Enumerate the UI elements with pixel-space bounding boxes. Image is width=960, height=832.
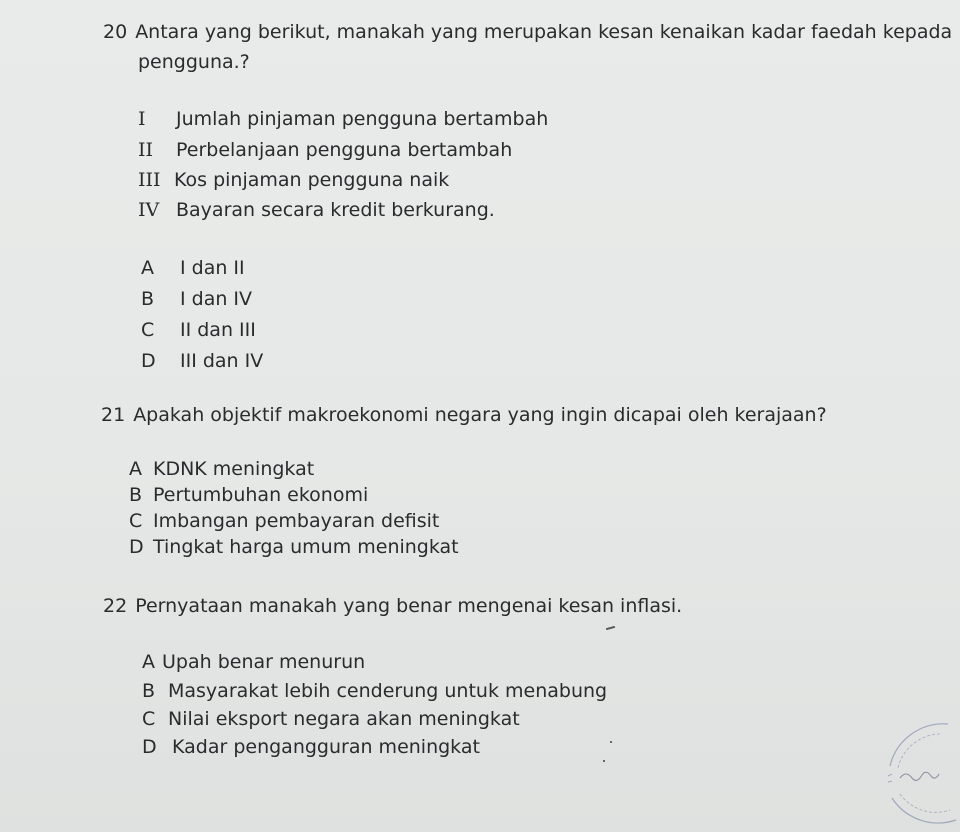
option-letter: C <box>141 319 155 341</box>
option-text: Masyarakat lebih cenderung untuk menabung <box>168 680 608 702</box>
q20-statement-1 <box>138 108 548 130</box>
option-letter: B <box>129 484 143 506</box>
q20-line2 <box>138 51 250 73</box>
q22-option-b[interactable] <box>142 680 607 702</box>
q21-line <box>101 404 827 426</box>
option-letter: D <box>129 536 144 558</box>
q20-line1 <box>103 21 952 43</box>
q22-number: 22 <box>103 595 128 617</box>
option-letter: C <box>129 510 143 532</box>
q20-option-b[interactable] <box>141 288 252 310</box>
option-letter: D <box>142 736 157 758</box>
q20-text-line1: Antara yang berikut, manakah yang merupakan kesan kenaikan kadar faedah kepada <box>135 21 953 43</box>
q22-text: Pernyataan manakah yang benar mengenai kesan inflasi. <box>135 595 683 617</box>
option-text: II dan III <box>180 319 256 341</box>
option-text: Upah benar menurun <box>162 651 366 673</box>
option-letter: B <box>141 288 155 310</box>
option-text: KDNK meningkat <box>153 458 315 480</box>
q20-statement-4 <box>138 199 495 221</box>
statement-text: Jumlah pinjaman pengguna bertambah <box>176 108 549 130</box>
dot-mark <box>610 741 612 743</box>
option-text: I dan II <box>180 257 245 279</box>
statement-numeral: IV <box>138 199 160 221</box>
q21-option-b[interactable] <box>129 484 368 506</box>
dot-mark <box>603 760 605 762</box>
q21-text: Apakah objektif makroekonomi negara yang ingin dicapai oleh kerajaan? <box>133 404 827 426</box>
q22-line <box>103 595 682 617</box>
q21-option-a[interactable] <box>129 458 314 480</box>
option-text: Nilai eksport negara akan meningkat <box>168 708 520 730</box>
statement-text: Kos pinjaman pengguna naik <box>174 169 450 191</box>
q20-option-d[interactable] <box>141 350 263 372</box>
statement-text: Bayaran secara kredit berkurang. <box>176 199 495 221</box>
q21-number: 21 <box>101 404 126 426</box>
pen-mark <box>606 626 615 630</box>
option-text: Imbangan pembayaran defisit <box>153 510 440 532</box>
option-letter: A <box>141 257 154 279</box>
statement-numeral: II <box>138 139 154 161</box>
option-letter: B <box>142 680 156 702</box>
q20-statement-3 <box>138 169 449 191</box>
option-letter: A <box>129 458 142 480</box>
option-text: III dan IV <box>180 350 264 372</box>
q22-option-a[interactable] <box>142 651 365 673</box>
option-letter: A <box>142 651 155 673</box>
q20-text-line2: pengguna.? <box>138 51 250 73</box>
option-text: Tingkat harga umum meningkat <box>153 536 459 558</box>
q21-option-d[interactable] <box>129 536 459 558</box>
q21-option-c[interactable] <box>129 510 439 532</box>
option-letter: C <box>142 708 156 730</box>
q20-statement-2 <box>138 139 512 161</box>
school-stamp-icon <box>878 716 960 826</box>
q20-number: 20 <box>103 21 128 43</box>
q22-option-d[interactable] <box>142 736 480 758</box>
option-letter: D <box>141 350 156 372</box>
option-text: I dan IV <box>180 288 253 310</box>
statement-text: Perbelanjaan pengguna bertambah <box>176 139 513 161</box>
option-text: Pertumbuhan ekonomi <box>153 484 369 506</box>
q22-option-c[interactable] <box>142 708 520 730</box>
q20-option-c[interactable] <box>141 319 256 341</box>
statement-numeral: III <box>138 169 161 191</box>
option-text: Kadar pengangguran meningkat <box>172 736 480 758</box>
statement-numeral: I <box>138 108 146 130</box>
q20-option-a[interactable] <box>141 257 245 279</box>
